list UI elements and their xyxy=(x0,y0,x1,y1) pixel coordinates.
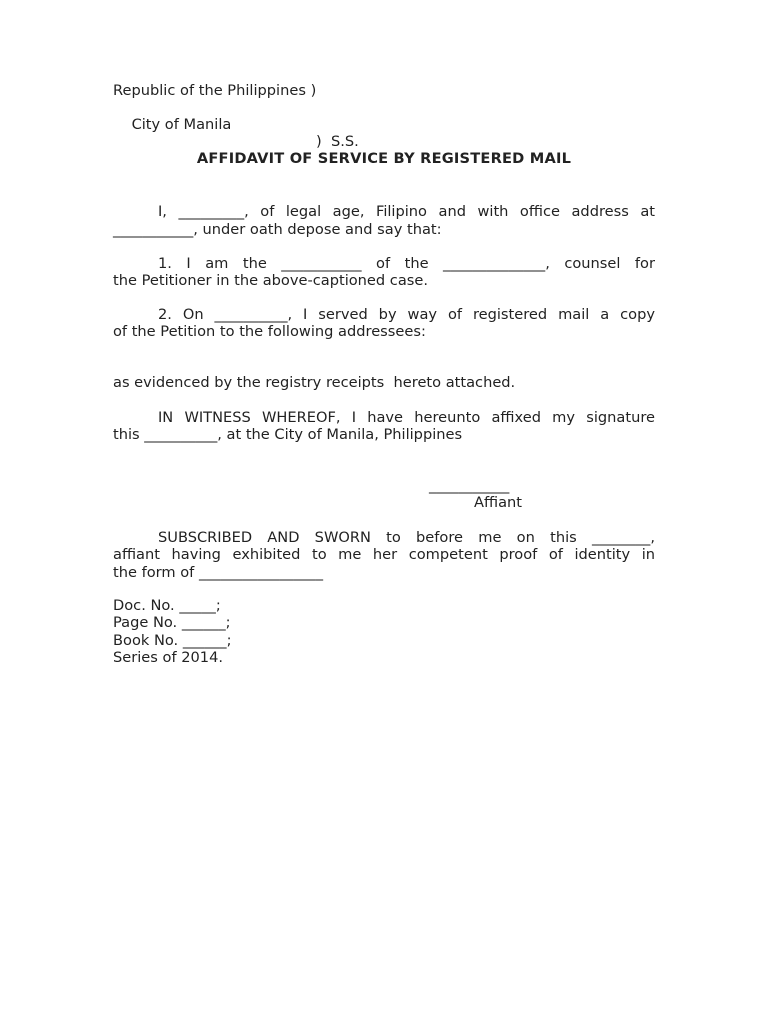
intro-line-1: I, _________, of legal age, Filipino and with office address at xyxy=(158,203,655,220)
para2-line-1: 2. On __________, I served by way of registered mail a copy xyxy=(158,306,655,323)
jurat-line-1: SUBSCRIBED AND SWORN to before me on this ________, xyxy=(158,529,655,546)
jurat-line-3: the form of _________________ xyxy=(113,564,324,581)
page-number: Page No. ______; xyxy=(113,614,231,631)
doc-number: Doc. No. _____; xyxy=(113,597,221,614)
jurat-line-2: affiant having exhibited to me her competent proof of identity in xyxy=(113,546,655,563)
header-ss: ) S.S. xyxy=(316,133,359,150)
book-number: Book No. ______; xyxy=(113,632,232,649)
para1-line-2: the Petitioner in the above-captioned case. xyxy=(113,272,428,289)
series-year: Series of 2014. xyxy=(113,649,224,666)
witness-line-1: IN WITNESS WHEREOF, I have hereunto affixed my signature xyxy=(158,409,655,426)
header-city-label: City of Manila xyxy=(131,116,232,133)
header-republic: Republic of the Philippines ) xyxy=(113,82,317,99)
signature-label: Affiant xyxy=(474,494,523,511)
intro-line-2: ___________, under oath depose and say that: xyxy=(113,221,442,238)
signature-blank: ___________ xyxy=(429,477,510,494)
para2-line-2: of the Petition to the following addressees: xyxy=(113,323,426,340)
evidence-line: as evidenced by the registry receipts hereto attached. xyxy=(113,374,516,391)
para1-line-1: 1. I am the ___________ of the ______________, counsel for xyxy=(158,255,655,272)
witness-line-2: this __________, at the City of Manila, Philippines xyxy=(113,426,463,443)
document-title: AFFIDAVIT OF SERVICE BY REGISTERED MAIL xyxy=(196,150,572,167)
